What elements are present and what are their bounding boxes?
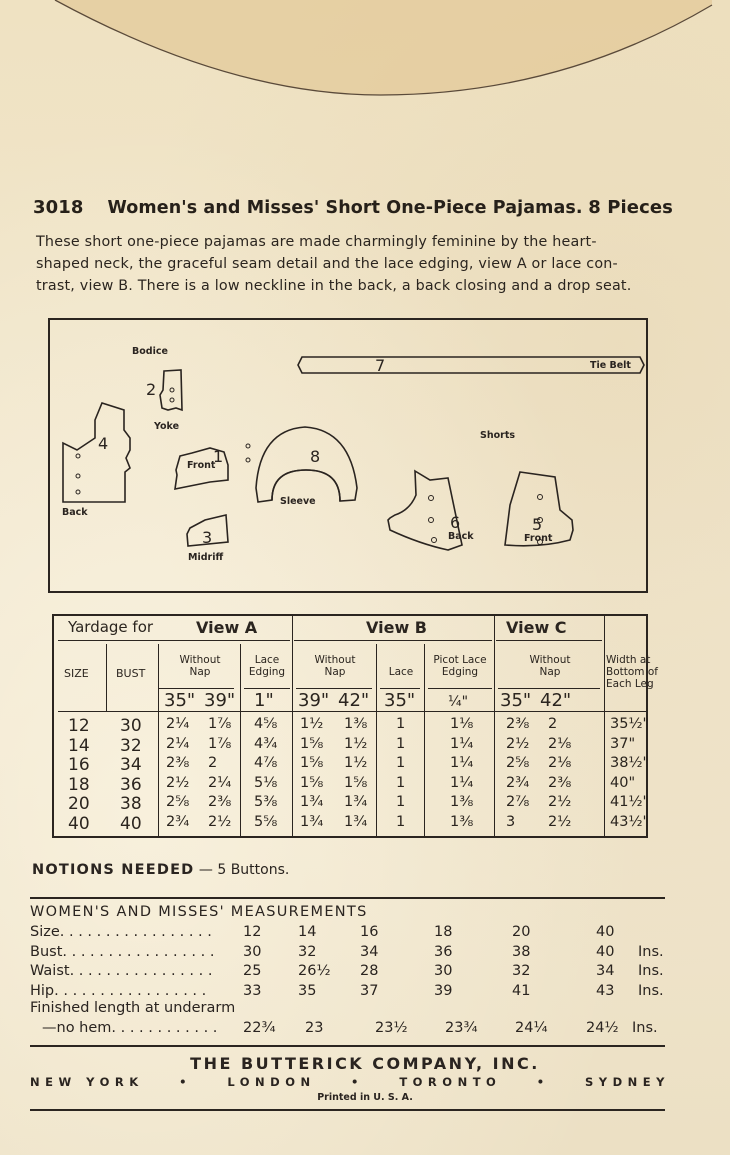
c-42-cell: 2½ [548,794,572,810]
a-35-cell: 2½ [166,774,190,791]
description-line: trast, view B. There is a low neckline in the back, a back closing and a drop seat. [36,278,632,294]
envelope-flap [0,0,730,110]
b-width-39: 39" [298,690,330,711]
b-picot-cell: 1⅜ [450,813,474,830]
measurement-value: 39 [434,982,453,999]
c-42-cell: 2⅛ [548,735,572,752]
measurement-value: 32 [298,943,317,960]
c-42-cell: 2⅛ [548,755,572,771]
city-london: LONDON [227,1075,316,1089]
measurement-row [30,944,670,963]
a-lace-cell: 5⅝ [254,813,278,830]
measurement-value: 12 [243,924,262,940]
description-line: These short one-piece pajamas are made charmingly feminine by the heart- [36,234,597,250]
measurement-value: 37 [360,982,379,999]
measurement-label: —no hem. . . . . . . . . . . . [42,1020,218,1036]
piece-8-number: 8 [310,447,321,466]
notions-value: — 5 Buttons. [198,862,290,878]
a-35-cell: 2⅜ [166,755,190,771]
size-cell: 40 [68,813,90,834]
width-cell: 35½" [610,716,650,732]
a-lace-cell: 4⅝ [254,716,278,732]
piece-8-label: Sleeve [280,496,316,507]
printed-in: Printed in U. S. A. [317,1092,413,1103]
a-35-cell: 2¾ [166,813,190,830]
b-42-cell: 1⅝ [344,774,368,791]
piece-4-label: Back [62,507,88,518]
b-42-cell: 1½ [344,755,368,771]
a-39-cell: 2½ [208,813,232,830]
c-35-cell: 2⅝ [506,755,530,771]
divider [30,1109,665,1111]
b-42-cell: 1⅜ [344,716,368,732]
bust-cell: 40 [120,813,142,834]
description-line: shaped neck, the graceful seam detail and the lace edging, view A or lace con- [36,256,618,272]
divider [30,897,665,899]
measurement-value: 20 [512,924,531,940]
b-picot-cell: 1¼ [450,774,474,791]
view-c-header: View C [506,618,567,637]
measurement-row [30,963,670,982]
measurement-value: 43 [596,982,615,999]
a-lace-edging-header: Lace Edging [248,654,286,678]
piece-5-label: Front [524,533,553,544]
width-cell: 40" [610,774,636,791]
width-cell: 37" [610,735,636,752]
a-lace-cell: 4⅞ [254,755,278,771]
b-lace-cell: 1 [396,813,406,830]
c-42-cell: 2½ [548,813,572,830]
measurement-row [30,924,670,943]
b-picot-header: Picot Lace Edging [433,654,487,678]
piece-4-number: 4 [98,434,109,453]
bodice-group-label: Bodice [132,346,168,357]
measurement-value: 26½ [298,963,331,979]
bust-cell: 36 [120,774,142,795]
piece-6-number: 6 [450,513,461,532]
piece-2-number: 2 [146,380,157,399]
b-lace-cell: 1 [396,774,406,791]
b-42-cell: 1¾ [344,813,368,830]
measurement-value: 40 [596,943,615,960]
piece-4-back-outline [63,403,130,502]
a-without-nap-header: Without Nap [179,654,221,678]
measurement-value: 35 [298,982,317,999]
pattern-header [33,197,673,218]
size-cell: 18 [68,774,90,795]
measurement-value: 34 [360,943,379,960]
piece-1-number: 1 [213,447,224,466]
size-cell: 16 [68,755,90,775]
piece-7-number: 7 [375,356,386,375]
a-lace-cell: 4¾ [254,735,278,752]
c-42-cell: 2⅜ [548,774,572,791]
pattern-title: Women's and Misses' Short One-Piece Pajamas. [107,198,583,218]
bullet: • [351,1075,364,1089]
bullet: • [179,1075,192,1089]
piece-2-yoke-outline [160,370,182,410]
piece-8-sleeve-outline [256,427,357,502]
bust-cell: 34 [120,755,142,775]
piece-1-label: Front [187,460,216,471]
a-35-cell: 2¼ [166,735,190,752]
measurement-label: Size. . . . . . . . . . . . . . . . . [30,924,212,940]
a-35-cell: 2⅝ [166,794,190,810]
measurement-label: Waist. . . . . . . . . . . . . . . . [30,963,213,979]
pattern-pieces-diagram [48,318,648,593]
pattern-pieces-drawing [50,320,646,591]
bust-col-header: BUST [116,667,146,680]
measurements-title: WOMEN'S AND MISSES' MEASUREMENTS [30,904,368,920]
a-width-39: 39" [204,690,236,711]
measurement-value: 41 [512,982,531,999]
measurement-value: 18 [434,924,453,940]
b-39-cell: 1½ [300,716,324,732]
b-lace-cell: 1 [396,755,406,771]
bullet: • [536,1075,550,1089]
notions-label: NOTIONS NEEDED [32,862,195,878]
b-39-cell: 1⅝ [300,774,324,791]
finished-length-label: Finished length at underarm [30,1000,236,1016]
measurement-value: 23 [305,1020,324,1036]
size-cell: 20 [68,794,90,814]
width-cell: 38½" [610,755,650,771]
c-35-cell: 2⅞ [506,794,530,810]
b-picot-width: ¼" [448,694,469,710]
c-without-nap-header: Without Nap [529,654,571,678]
b-picot-cell: 1⅜ [450,794,474,810]
a-39-cell: 2⅜ [208,794,232,810]
a-35-cell: 2¼ [166,716,190,732]
bust-cell: 32 [120,735,142,756]
measurement-value: 38 [512,943,531,960]
b-42-cell: 1¾ [344,794,368,810]
company-name: THE BUTTERICK COMPANY, INC. [190,1054,540,1073]
measurement-value: 36 [434,943,453,960]
measurement-unit: Ins. [632,1020,658,1036]
measurement-value: 30 [243,943,262,960]
piece-7-label: Tie Belt [590,360,631,371]
width-cell: 41½" [610,794,650,810]
b-lace-cell: 1 [396,735,406,752]
measurement-value: 30 [434,963,453,979]
a-lace-cell: 5⅜ [254,794,278,810]
measurement-value: 40 [596,924,615,940]
b-lace-cell: 1 [396,794,406,810]
c-35-cell: 2¾ [506,774,530,791]
measurement-label: Hip. . . . . . . . . . . . . . . . . [30,982,207,999]
divider [30,1045,665,1047]
pattern-description [36,231,706,297]
measurement-value: 22¾ [243,1020,276,1036]
b-39-cell: 1⅝ [300,735,324,752]
measurement-value: 14 [298,924,317,940]
city-new-york: NEW YORK [30,1075,144,1089]
measurement-value: 24¼ [515,1020,548,1036]
b-lace-width: 35" [384,690,416,711]
measurement-value: 23½ [375,1020,408,1036]
b-picot-cell: 1¼ [450,755,474,771]
measurement-value: 28 [360,963,379,979]
measurement-value: 32 [512,963,531,979]
b-width-42: 42" [338,690,370,711]
a-width-35: 35" [164,690,196,711]
c-width-35: 35" [500,690,532,711]
bust-cell: 38 [120,794,142,814]
finished-length-row [30,1020,670,1039]
b-picot-cell: 1⅛ [450,716,474,732]
b-lace-cell: 1 [396,716,406,732]
yardage-title: Yardage for [68,618,154,636]
c-width-42: 42" [540,690,572,711]
piece-6-label: Back [448,531,474,542]
city-sydney: SYDNEY [585,1075,670,1089]
c-35-cell: 3 [506,813,516,830]
b-39-cell: 1¾ [300,813,324,830]
measurement-value: 33 [243,982,262,999]
a-39-cell: 2¼ [208,774,232,791]
size-cell: 14 [68,735,90,756]
size-cell: 12 [68,716,90,736]
c-35-cell: 2½ [506,735,530,752]
a-39-cell: 1⅞ [208,716,232,732]
c-35-cell: 2⅜ [506,716,530,732]
yardage-table [52,614,658,838]
a-39-cell: 2 [208,755,218,771]
piece-2-label: Yoke [154,421,180,432]
piece-5-number: 5 [532,515,543,534]
width-cell: 43½" [610,813,650,830]
a-39-cell: 1⅞ [208,735,232,752]
b-42-cell: 1½ [344,735,368,752]
b-picot-cell: 1¼ [450,735,474,752]
city-toronto: TORONTO [399,1075,502,1089]
measurement-value: 34 [596,963,615,979]
company-cities [30,1075,670,1089]
bust-cell: 30 [120,716,142,736]
piece-3-number: 3 [202,528,213,547]
notions-needed [32,862,289,878]
shorts-group-label: Shorts [480,430,516,441]
measurement-value: 24½ [586,1020,619,1036]
b-39-cell: 1¾ [300,794,324,810]
b-without-nap-header: Without Nap [314,654,356,678]
measurement-label: Bust. . . . . . . . . . . . . . . . . [30,943,215,960]
measurement-unit: Ins. [638,963,664,979]
measurement-value: 25 [243,963,262,979]
measurement-value: 23¾ [445,1020,478,1036]
measurement-value: 16 [360,924,379,940]
measurement-unit: Ins. [638,982,664,999]
size-col-header: SIZE [64,667,89,680]
width-at-bottom-header: Width at Bottom of Each Leg [606,654,658,690]
a-lace-cell: 5⅛ [254,774,278,791]
piece-count: 8 Pieces [588,197,673,218]
b-39-cell: 1⅝ [300,755,324,771]
measurement-row [30,983,670,1002]
pattern-number: 3018 [33,197,84,218]
a-lace-width: 1" [254,690,274,711]
measurement-unit: Ins. [638,943,664,960]
c-42-cell: 2 [548,716,558,732]
b-lace-header: Lace [388,666,414,678]
view-b-header: View B [366,618,427,637]
piece-3-label: Midriff [188,552,224,563]
view-a-header: View A [196,618,258,637]
